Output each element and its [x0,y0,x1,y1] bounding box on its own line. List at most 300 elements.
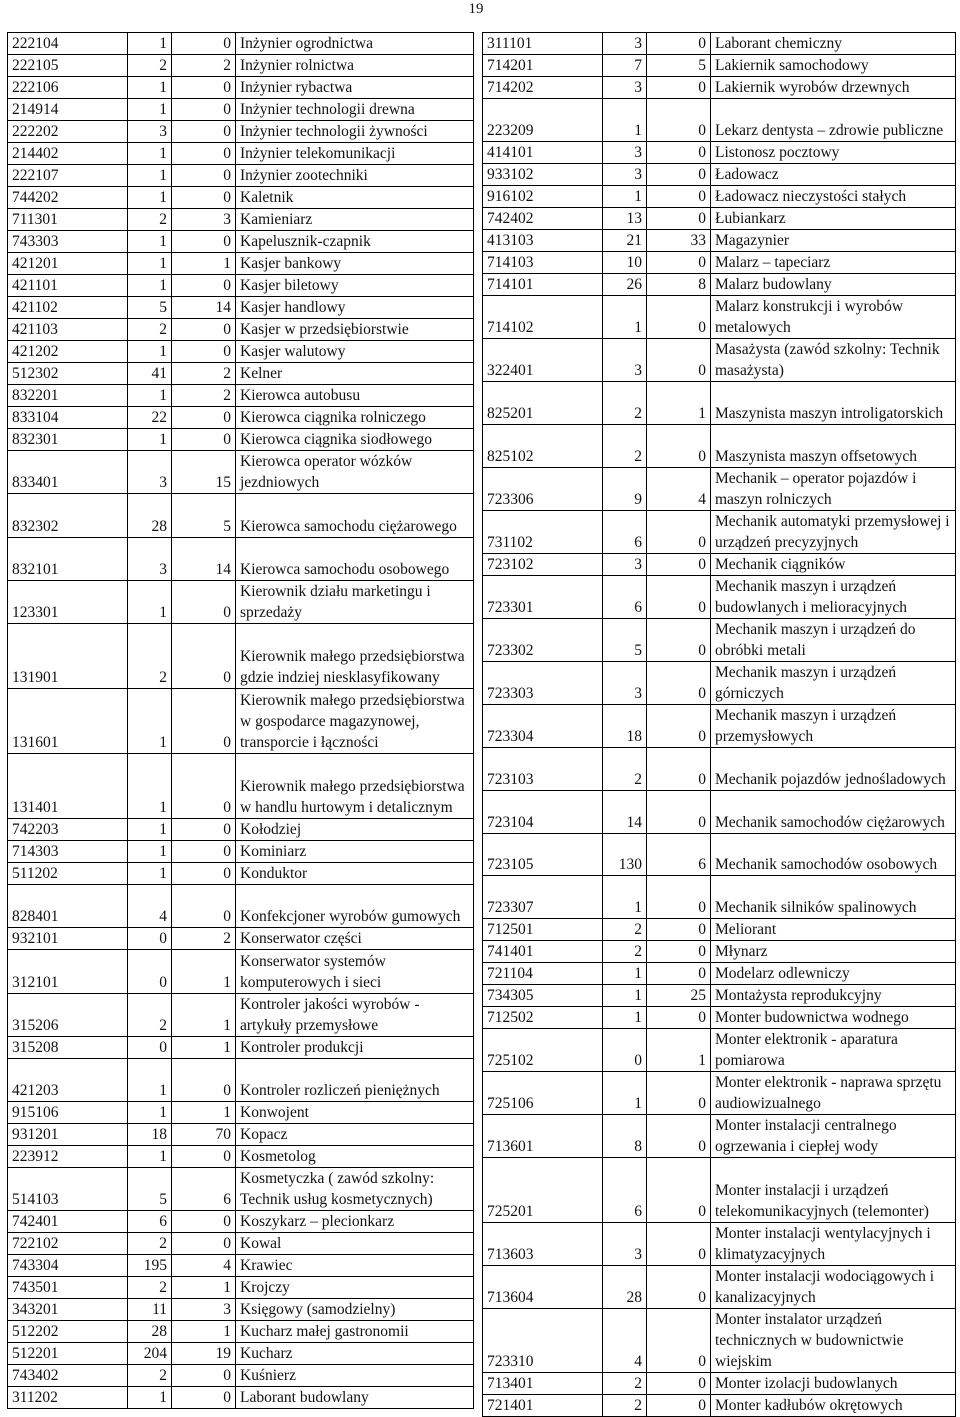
count-b-cell: 4 [172,1255,236,1277]
count-a-cell: 2 [128,993,172,1036]
occupation-name-cell: Łubiankarz [711,207,956,229]
table-row [483,618,956,661]
occupation-code-cell: 734305 [483,985,603,1007]
table-row [483,229,956,251]
count-a-cell: 1 [603,1072,647,1115]
occupation-code-cell: 743402 [8,1365,128,1387]
count-a-cell: 41 [128,363,172,385]
count-b-cell: 0 [172,77,236,99]
occupation-code-cell: 421203 [8,1058,128,1101]
occupation-code-cell: 723102 [483,553,603,575]
occupation-name-cell: Kontroler jakości wyrobów - artykuły przemysłowe [236,993,474,1036]
occupation-name-cell: Kierownik małego przedsiębiorstwa gdzie indziej niesklasyfikowany [236,624,474,689]
count-a-cell: 3 [603,1222,647,1265]
occupation-code-cell: 723302 [483,618,603,661]
table-row [8,1124,474,1146]
count-b-cell: 0 [647,790,711,833]
count-a-cell: 2 [128,624,172,689]
count-a-cell: 3 [128,121,172,143]
count-b-cell: 1 [172,1036,236,1058]
table-row [8,494,474,537]
count-a-cell: 2 [603,1395,647,1417]
count-b-cell: 0 [647,747,711,790]
occupation-code-cell: 512302 [8,363,128,385]
occupation-name-cell: Kominiarz [236,841,474,863]
occupation-code-cell: 512201 [8,1343,128,1365]
count-a-cell: 2 [603,919,647,941]
occupation-name-cell: Kosmetolog [236,1146,474,1168]
count-a-cell: 1 [128,580,172,623]
occupation-name-cell: Kierowca samochodu osobowego [236,537,474,580]
occupation-name-cell: Laborant budowlany [236,1387,474,1409]
count-b-cell: 2 [172,363,236,385]
occupation-code-cell: 723105 [483,833,603,876]
count-b-cell: 0 [647,141,711,163]
table-row [483,833,956,876]
table-row [8,319,474,341]
occupation-code-cell: 723307 [483,876,603,919]
count-a-cell: 1 [128,841,172,863]
table-row [8,165,474,187]
occupation-code-cell: 731102 [483,510,603,553]
occupation-name-cell: Inżynier rolnictwa [236,55,474,77]
table-row [483,985,956,1007]
count-b-cell: 15 [172,451,236,494]
table-row [8,275,474,297]
count-a-cell: 1 [128,385,172,407]
table-row [8,363,474,385]
count-a-cell: 5 [603,618,647,661]
count-a-cell: 1 [128,99,172,121]
count-a-cell: 1 [603,295,647,338]
occupation-name-cell: Kopacz [236,1124,474,1146]
table-row [483,1115,956,1158]
table-row [8,863,474,885]
occupation-code-cell: 932101 [8,928,128,950]
count-a-cell: 1 [128,1102,172,1124]
count-a-cell: 11 [128,1299,172,1321]
count-b-cell: 0 [172,319,236,341]
table-row [483,1158,956,1222]
count-a-cell: 204 [128,1343,172,1365]
occupation-name-cell: Konserwator części [236,928,474,950]
count-a-cell: 14 [603,790,647,833]
count-b-cell: 14 [172,297,236,319]
table-row [8,1058,474,1101]
table-row [8,1102,474,1124]
table-row [483,185,956,207]
occupation-name-cell: Kucharz [236,1343,474,1365]
occupation-code-cell: 833401 [8,451,128,494]
count-a-cell: 18 [128,1124,172,1146]
occupation-table-left-body [8,33,474,1409]
table-row [8,1343,474,1365]
count-a-cell: 130 [603,833,647,876]
count-b-cell: 14 [172,537,236,580]
occupation-name-cell: Mechanik – operator pojazdów i maszyn rolniczych [711,467,956,510]
count-b-cell: 1 [172,1102,236,1124]
count-a-cell: 0 [128,1036,172,1058]
table-row [483,163,956,185]
count-b-cell: 0 [647,1158,711,1222]
occupation-name-cell: Kierowca ciągnika siodłowego [236,429,474,451]
occupation-code-cell: 421103 [8,319,128,341]
count-b-cell: 0 [647,661,711,704]
occupation-name-cell: Monter instalator urządzeń technicznych w budownictwie wiejskim [711,1308,956,1372]
occupation-code-cell: 413103 [483,229,603,251]
occupation-name-cell: Mechanik maszyn i urządzeń budowlanych i melioracyjnych [711,575,956,618]
count-b-cell: 6 [647,833,711,876]
count-b-cell: 0 [172,275,236,297]
count-a-cell: 1 [128,819,172,841]
count-a-cell: 1 [603,985,647,1007]
count-b-cell: 8 [647,273,711,295]
occupation-name-cell: Monter instalacji wodociągowych i kanalizacyjnych [711,1265,956,1308]
occupation-code-cell: 833104 [8,407,128,429]
table-row [8,689,474,754]
occupation-name-cell: Listonosz pocztowy [711,141,956,163]
occupation-code-cell: 514103 [8,1168,128,1211]
count-a-cell: 1 [128,1146,172,1168]
occupation-name-cell: Masażysta (zawód szkolny: Technik masażysta) [711,338,956,381]
occupation-code-cell: 725106 [483,1072,603,1115]
table-row [8,1299,474,1321]
occupation-code-cell: 131601 [8,689,128,754]
count-b-cell: 0 [172,429,236,451]
occupation-code-cell: 828401 [8,885,128,928]
occupation-code-cell: 743501 [8,1277,128,1299]
table-row [8,143,474,165]
count-b-cell: 0 [647,338,711,381]
occupation-code-cell: 714202 [483,77,603,99]
count-a-cell: 6 [128,1211,172,1233]
count-a-cell: 2 [128,319,172,341]
occupation-name-cell: Magazynier [711,229,956,251]
occupation-code-cell: 744202 [8,187,128,209]
count-b-cell: 0 [647,1222,711,1265]
count-b-cell: 0 [172,1211,236,1233]
occupation-name-cell: Monter budownictwa wodnego [711,1007,956,1029]
table-row [8,1255,474,1277]
table-row [8,33,474,55]
occupation-code-cell: 723310 [483,1308,603,1372]
occupation-name-cell: Kucharz małej gastronomii [236,1321,474,1343]
count-a-cell: 21 [603,229,647,251]
occupation-code-cell: 713603 [483,1222,603,1265]
table-row [8,1146,474,1168]
count-a-cell: 1 [128,231,172,253]
count-b-cell: 0 [172,819,236,841]
occupation-code-cell: 414101 [483,141,603,163]
count-a-cell: 2 [603,747,647,790]
count-a-cell: 3 [603,553,647,575]
count-b-cell: 0 [647,510,711,553]
occupation-name-cell: Kierownik małego przedsiębiorstwa w gospodarce magazynowej, transporcie i łączności [236,689,474,754]
table-row [8,1387,474,1409]
count-a-cell: 6 [603,1158,647,1222]
count-b-cell: 0 [172,121,236,143]
count-b-cell: 0 [172,1058,236,1101]
count-a-cell: 3 [603,661,647,704]
count-b-cell: 0 [172,1387,236,1409]
count-a-cell: 28 [603,1265,647,1308]
table-row [483,747,956,790]
occupation-code-cell: 742401 [8,1211,128,1233]
count-a-cell: 5 [128,1168,172,1211]
table-row [483,338,956,381]
count-a-cell: 1 [603,1007,647,1029]
count-b-cell: 1 [647,1029,711,1072]
table-row [483,33,956,55]
occupation-name-cell: Kelner [236,363,474,385]
count-b-cell: 0 [647,1007,711,1029]
occupation-code-cell: 311202 [8,1387,128,1409]
count-a-cell: 2 [128,55,172,77]
occupation-code-cell: 222105 [8,55,128,77]
count-b-cell: 0 [172,33,236,55]
count-b-cell: 0 [647,704,711,747]
count-a-cell: 10 [603,251,647,273]
count-a-cell: 1 [128,1387,172,1409]
occupation-code-cell: 723103 [483,747,603,790]
count-b-cell: 0 [172,1233,236,1255]
occupation-name-cell: Modelarz odlewniczy [711,963,956,985]
count-a-cell: 2 [603,381,647,424]
occupation-name-cell: Inżynier technologii drewna [236,99,474,121]
occupation-code-cell: 131401 [8,754,128,819]
count-a-cell: 6 [603,510,647,553]
count-b-cell: 1 [172,993,236,1036]
count-a-cell: 1 [128,429,172,451]
table-row [483,553,956,575]
occupation-code-cell: 421101 [8,275,128,297]
occupation-name-cell: Mechanik silników spalinowych [711,876,956,919]
occupation-name-cell: Mechanik maszyn i urządzeń górniczych [711,661,956,704]
count-a-cell: 5 [128,297,172,319]
occupation-code-cell: 714102 [483,295,603,338]
occupation-name-cell: Kowal [236,1233,474,1255]
table-row [483,1395,956,1417]
count-b-cell: 0 [172,1146,236,1168]
occupation-code-cell: 742402 [483,207,603,229]
occupation-name-cell: Krawiec [236,1255,474,1277]
occupation-code-cell: 511202 [8,863,128,885]
occupation-code-cell: 741401 [483,941,603,963]
occupation-code-cell: 723301 [483,575,603,618]
count-a-cell: 2 [603,941,647,963]
occupation-name-cell: Malarz – tapeciarz [711,251,956,273]
table-row [483,141,956,163]
occupation-name-cell: Mechanik maszyn i urządzeń przemysłowych [711,704,956,747]
count-a-cell: 2 [128,1277,172,1299]
table-row [8,950,474,993]
occupation-name-cell: Ładowacz [711,163,956,185]
table-row [483,1029,956,1072]
count-b-cell: 0 [647,185,711,207]
table-row [8,1365,474,1387]
table-row [8,121,474,143]
occupation-code-cell: 315206 [8,993,128,1036]
count-b-cell: 0 [647,1265,711,1308]
count-b-cell: 0 [647,99,711,142]
count-b-cell: 0 [647,251,711,273]
table-row [483,1308,956,1372]
occupation-name-cell: Kasjer walutowy [236,341,474,363]
occupation-code-cell: 222202 [8,121,128,143]
count-b-cell: 0 [172,1365,236,1387]
count-b-cell: 19 [172,1343,236,1365]
occupation-code-cell: 222104 [8,33,128,55]
occupation-name-cell: Inżynier zootechniki [236,165,474,187]
count-a-cell: 1 [603,185,647,207]
occupation-name-cell: Młynarz [711,941,956,963]
table-row [483,99,956,142]
table-row [8,1036,474,1058]
occupation-name-cell: Lakiernik samochodowy [711,55,956,77]
occupation-name-cell: Kierowca autobusu [236,385,474,407]
occupation-name-cell: Inżynier rybactwa [236,77,474,99]
occupation-code-cell: 131901 [8,624,128,689]
count-b-cell: 0 [172,841,236,863]
occupation-code-cell: 421201 [8,253,128,275]
occupation-code-cell: 421102 [8,297,128,319]
table-row [8,1211,474,1233]
occupation-code-cell: 725201 [483,1158,603,1222]
occupation-code-cell: 713604 [483,1265,603,1308]
table-row [8,407,474,429]
table-row [483,661,956,704]
count-b-cell: 0 [172,165,236,187]
count-a-cell: 3 [603,163,647,185]
table-row [8,537,474,580]
count-a-cell: 1 [128,143,172,165]
occupation-code-cell: 714303 [8,841,128,863]
occupation-name-cell: Inżynier ogrodnictwa [236,33,474,55]
count-a-cell: 195 [128,1255,172,1277]
occupation-code-cell: 916102 [483,185,603,207]
occupation-name-cell: Kierowca ciągnika rolniczego [236,407,474,429]
occupation-name-cell: Inżynier telekomunikacji [236,143,474,165]
count-a-cell: 2 [128,1233,172,1255]
table-row [483,381,956,424]
occupation-name-cell: Kamieniarz [236,209,474,231]
count-b-cell: 0 [647,919,711,941]
occupation-code-cell: 721401 [483,1395,603,1417]
count-a-cell: 13 [603,207,647,229]
count-a-cell: 1 [603,963,647,985]
count-a-cell: 1 [128,187,172,209]
occupation-code-cell: 723306 [483,467,603,510]
occupation-name-cell: Kasjer w przedsiębiorstwie [236,319,474,341]
count-a-cell: 3 [128,451,172,494]
table-row [8,1321,474,1343]
count-a-cell: 1 [128,77,172,99]
count-a-cell: 1 [128,275,172,297]
count-a-cell: 1 [128,253,172,275]
count-b-cell: 0 [172,689,236,754]
count-b-cell: 0 [172,143,236,165]
occupation-code-cell: 712502 [483,1007,603,1029]
occupation-name-cell: Malarz konstrukcji i wyrobów metalowych [711,295,956,338]
table-row [483,1265,956,1308]
occupation-code-cell: 421202 [8,341,128,363]
count-a-cell: 7 [603,55,647,77]
occupation-code-cell: 832301 [8,429,128,451]
table-row [8,341,474,363]
count-b-cell: 0 [647,553,711,575]
table-row [483,1072,956,1115]
count-a-cell: 1 [128,33,172,55]
count-b-cell: 0 [172,580,236,623]
occupation-code-cell: 322401 [483,338,603,381]
occupation-name-cell: Maszynista maszyn offsetowych [711,424,956,467]
count-a-cell: 3 [603,77,647,99]
count-b-cell: 0 [172,187,236,209]
table-row [8,1277,474,1299]
count-a-cell: 2 [128,1365,172,1387]
occupation-code-cell: 723304 [483,704,603,747]
occupation-code-cell: 825201 [483,381,603,424]
occupation-code-cell: 714201 [483,55,603,77]
count-a-cell: 1 [128,754,172,819]
occupation-name-cell: Konfekcjoner wyrobów gumowych [236,885,474,928]
occupation-code-cell: 712501 [483,919,603,941]
occupation-code-cell: 713401 [483,1373,603,1395]
table-row [483,251,956,273]
occupation-table-right-body [483,33,956,1417]
occupation-name-cell: Księgowy (samodzielny) [236,1299,474,1321]
occupation-code-cell: 214914 [8,99,128,121]
count-b-cell: 5 [647,55,711,77]
count-b-cell: 0 [172,407,236,429]
page-number: 19 [468,1,484,17]
occupation-name-cell: Konduktor [236,863,474,885]
table-row [8,253,474,275]
occupation-name-cell: Montażysta reprodukcyjny [711,985,956,1007]
count-a-cell: 6 [603,575,647,618]
count-b-cell: 0 [647,295,711,338]
occupation-name-cell: Monter elektronik - aparatura pomiarowa [711,1029,956,1072]
count-a-cell: 0 [128,928,172,950]
table-row [8,580,474,623]
count-b-cell: 0 [172,99,236,121]
count-b-cell: 33 [647,229,711,251]
occupation-code-cell: 713601 [483,1115,603,1158]
count-a-cell: 2 [603,424,647,467]
count-a-cell: 4 [603,1308,647,1372]
occupation-name-cell: Kaletnik [236,187,474,209]
occupation-name-cell: Kontroler rozliczeń pieniężnych [236,1058,474,1101]
occupation-name-cell: Koszykarz – plecionkarz [236,1211,474,1233]
count-b-cell: 3 [172,1299,236,1321]
count-b-cell: 3 [172,209,236,231]
count-b-cell: 1 [172,1277,236,1299]
occupation-code-cell: 723104 [483,790,603,833]
table-row [483,295,956,338]
count-a-cell: 3 [603,33,647,55]
table-row [483,55,956,77]
occupation-code-cell: 714103 [483,251,603,273]
occupation-code-cell: 223912 [8,1146,128,1168]
count-b-cell: 6 [172,1168,236,1211]
occupation-name-cell: Lekarz dentysta – zdrowie publiczne [711,99,956,142]
occupation-name-cell: Mechanik maszyn i urządzeń do obróbki metali [711,618,956,661]
count-b-cell: 70 [172,1124,236,1146]
count-b-cell: 4 [647,467,711,510]
occupation-name-cell: Kołodziej [236,819,474,841]
table-row [8,297,474,319]
table-row [8,841,474,863]
